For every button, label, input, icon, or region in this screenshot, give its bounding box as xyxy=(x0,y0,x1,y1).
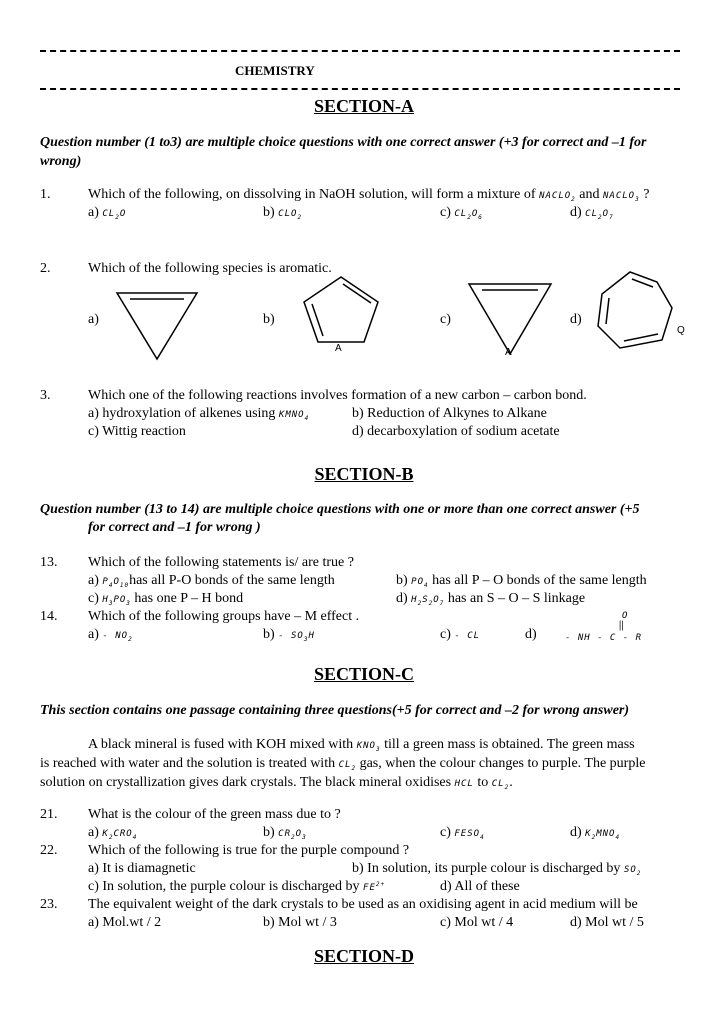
q23-option-c[interactable]: c) Mol wt / 4 xyxy=(440,915,514,930)
q3-text: Which one of the following reactions involves formation of a new carbon – carbon bond. xyxy=(88,388,587,403)
q2-text: Which of the following species is aromatic. xyxy=(88,261,332,276)
header-bottom-rule xyxy=(40,88,680,90)
passage-line-2: is reached with water and the solution is treated with $CL_2$ gas, when the colour changes to purple. The purple xyxy=(40,756,646,772)
q2-d-label: Q xyxy=(677,325,685,336)
q1-text xyxy=(88,187,649,203)
q14-d-oxygen: O xyxy=(622,611,629,621)
q14-option-b[interactable]: $b) - SO_3H$ xyxy=(263,627,315,643)
q21-option-a[interactable]: a) $K_2CRO_4$ xyxy=(88,825,138,841)
q22-option-c[interactable]: c) In solution, the purple colour is discharged by $FE^{2+}$ xyxy=(88,879,386,894)
q2-cyclopentadienyl-structure xyxy=(296,272,386,350)
q1-option-d[interactable]: d) $CL_2O_7$ xyxy=(570,205,614,221)
q3-option-c[interactable]: c) Wittig reaction xyxy=(88,424,186,439)
q14-option-d-label[interactable]: d) xyxy=(525,627,537,642)
q14-option-c[interactable]: c) - CL xyxy=(440,627,481,642)
header-top-rule xyxy=(40,50,680,52)
section-a-instructions-line1: Question number (1 to3) are multiple choice questions with one correct answer (+3 for correct and –1 for xyxy=(40,135,647,150)
q14-number: 14. xyxy=(40,609,58,624)
q1-option-a[interactable]: a) $CL_2O$ xyxy=(88,205,127,221)
q14-d-double-bond: || xyxy=(619,620,624,631)
q1-question: Which of the following, on dissolving in NaOH solution, will form a mixture of xyxy=(88,187,536,202)
q2-triangle-a-structure xyxy=(112,285,202,365)
section-b-instructions-line2: for correct and –1 for wrong ) xyxy=(88,520,261,535)
q2-option-a[interactable]: a) xyxy=(88,312,99,327)
q13-text: Which of the following statements is/ are true ? xyxy=(88,555,354,570)
q13-number: 13. xyxy=(40,555,58,570)
q3-number: 3. xyxy=(40,388,51,403)
q2-number: 2. xyxy=(40,261,51,276)
q1-end: ? xyxy=(643,187,650,202)
q13-option-d[interactable]: d) $H_2S_2O_7$ has an S – O – S linkage xyxy=(396,591,586,607)
q1-formula-2: $NACLO_3$ xyxy=(603,191,640,203)
q21-option-d[interactable]: d) $K_2MNO_4$ xyxy=(570,825,621,841)
q21-text: What is the colour of the green mass due to ? xyxy=(88,807,341,822)
q21-option-b[interactable]: b) $CR_2O_3$ xyxy=(263,825,307,841)
q13-option-c[interactable]: c) $H_3PO_3$ has one P – H bond xyxy=(88,591,244,607)
q1-formula-1: $NACLO_2$ xyxy=(539,191,576,203)
q23-option-d[interactable]: d) Mol wt / 5 xyxy=(570,915,644,930)
section-a-instructions-line2: wrong) xyxy=(40,154,82,169)
section-d-title: SECTION-D xyxy=(313,946,415,966)
q3-option-b[interactable]: b) Reduction of Alkynes to Alkane xyxy=(352,406,547,421)
section-b-instructions-line1: Question number (13 to 14) are multiple choice questions with one or more than one correct answer (+5 xyxy=(40,502,640,517)
q21-option-c[interactable]: c) $FESO_4$ xyxy=(440,825,485,841)
q14-option-d-formula: - NH - C - R xyxy=(565,633,643,643)
q3-option-d[interactable]: d) decarboxylation of sodium acetate xyxy=(352,424,560,439)
q2-c-label: A xyxy=(505,347,512,358)
q1-option-b[interactable]: b) $CLO_2$ xyxy=(263,205,303,221)
q23-option-b[interactable]: b) Mol wt / 3 xyxy=(263,915,337,930)
q22-option-b[interactable]: b) In solution, its purple colour is discharged by $SO_2$ xyxy=(352,861,642,877)
subject-title: CHEMISTRY xyxy=(235,63,315,78)
q23-text: The equivalent weight of the dark crystals to be used as an oxidising agent in acid medium will be xyxy=(88,897,638,912)
q22-number: 22. xyxy=(40,843,58,858)
section-b-title: SECTION-B xyxy=(314,464,414,484)
q14-text: Which of the following groups have – M effect . xyxy=(88,609,360,624)
section-c-title: SECTION-C xyxy=(313,664,415,684)
q1-and: and xyxy=(579,187,600,202)
q1-option-c[interactable]: c) $CL_2O_6$ xyxy=(440,205,483,221)
q2-cycloheptatrienyl-structure xyxy=(592,268,678,354)
q22-text: Which of the following is true for the purple compound ? xyxy=(88,843,410,858)
q23-option-a[interactable]: a) Mol.wt / 2 xyxy=(88,915,162,930)
q23-number: 23. xyxy=(40,897,58,912)
passage-line-3: solution on crystallization gives dark crystals. The black mineral oxidises HCL to $CL_2$. xyxy=(40,775,513,791)
passage-line-1: A black mineral is fused with KOH mixed with $KNO_3$ till a green mass is obtained. The green mass xyxy=(88,737,635,753)
section-a-title: SECTION-A xyxy=(313,96,415,116)
q22-option-d[interactable]: d) All of these xyxy=(440,879,520,894)
q14-option-a[interactable]: $a) - NO_2$ xyxy=(88,627,133,643)
q3-option-a[interactable]: a) hydroxylation of alkenes using $KMNO_4$ xyxy=(88,406,310,422)
q2-option-d[interactable]: d) xyxy=(570,312,582,327)
q2-b-label: A xyxy=(335,343,342,354)
q21-number: 21. xyxy=(40,807,58,822)
section-c-instructions: This section contains one passage containing three questions(+5 for correct and –2 for wrong answer) xyxy=(40,703,630,718)
q2-option-b[interactable]: b) xyxy=(263,312,275,327)
q2-option-c[interactable]: c) xyxy=(440,312,451,327)
q22-option-a[interactable]: a) It is diamagnetic xyxy=(88,861,196,876)
q1-number: 1. xyxy=(40,187,51,202)
q13-option-a[interactable]: a) $P_4O_{10}has$ all P-O bonds of the same length xyxy=(88,573,335,589)
q13-option-b[interactable]: b) $PO_4$ has all P – O bonds of the same length xyxy=(396,573,647,589)
